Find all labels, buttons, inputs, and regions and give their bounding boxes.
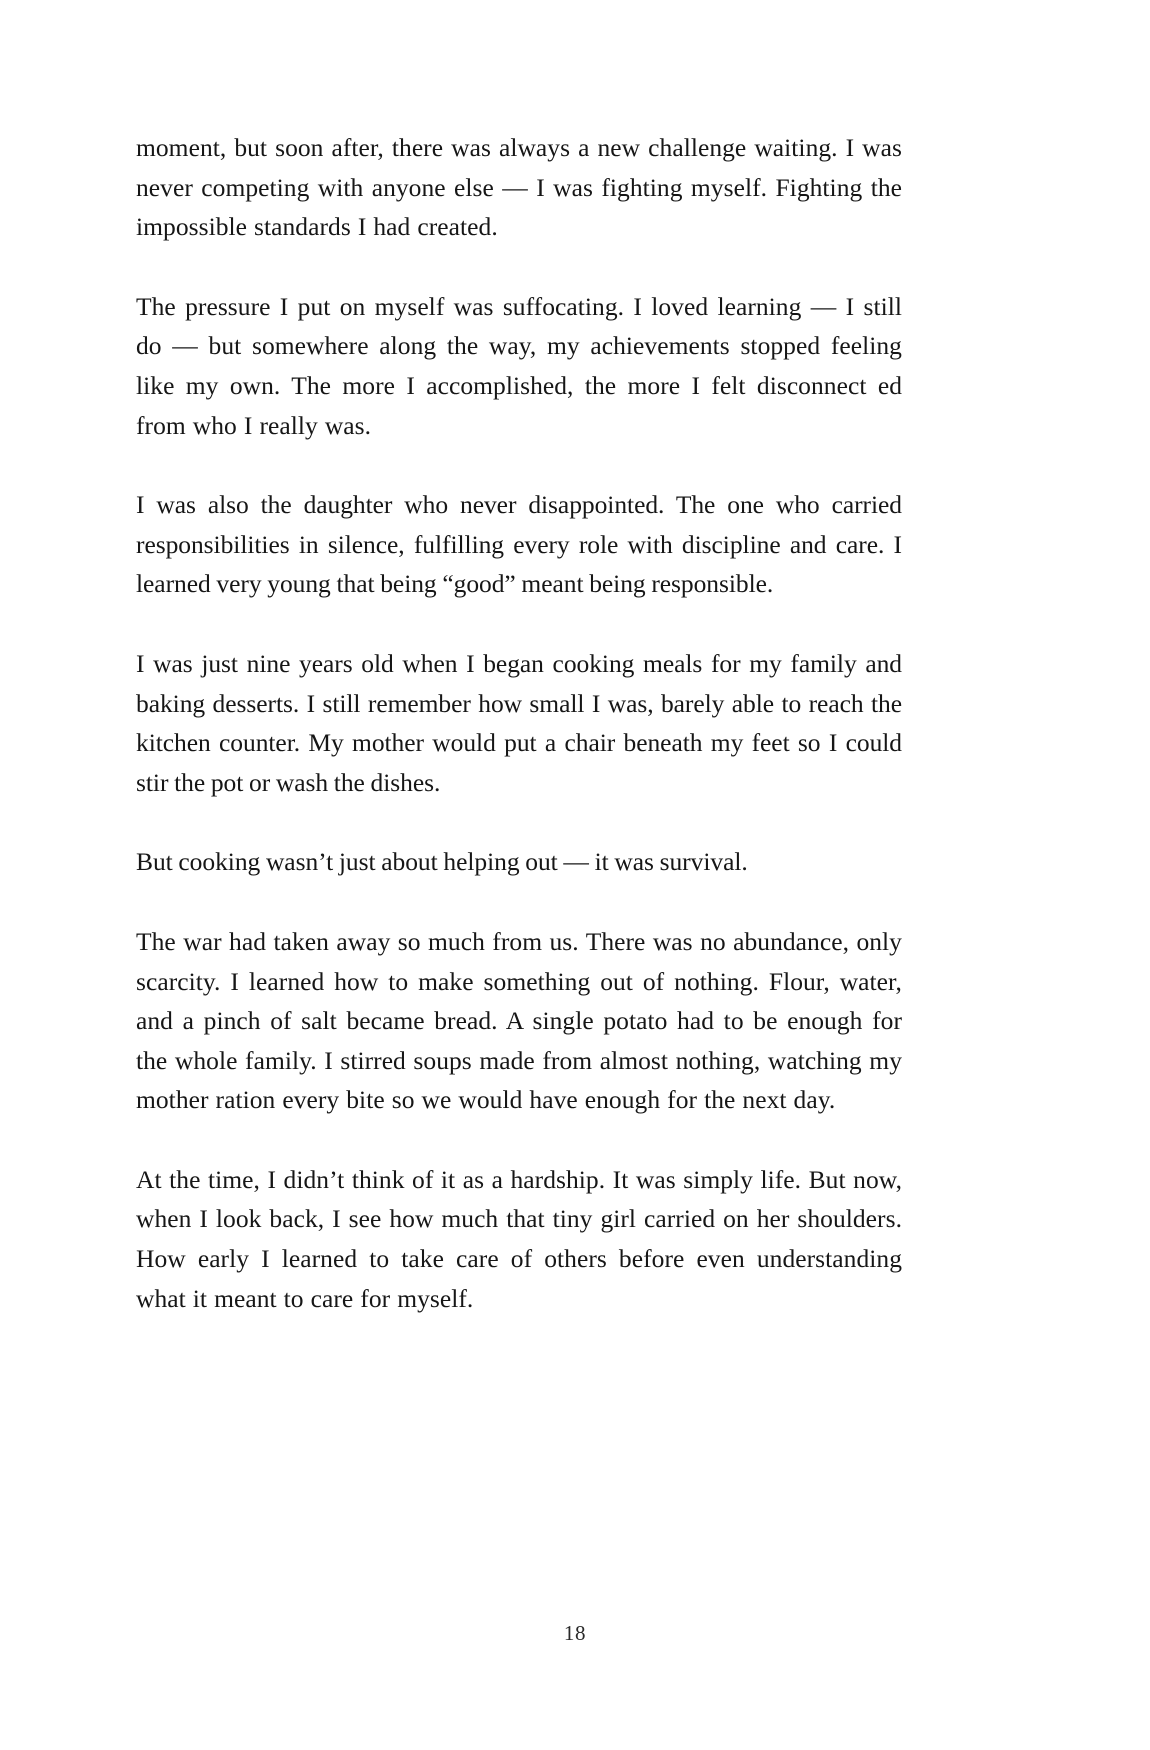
paragraph-war: The war had taken away so much from us. There was no abundance, only scarcity. I learned how to make something out of nothing. Flour, water, and a pinch of salt became bread. A single potato had to be enough for the whole family. I stirred soups made from almost nothing, watching my mother ration every bite so we would have enough for the next day.	[136, 926, 902, 1115]
page-body-text	[136, 128, 902, 1318]
paragraph-pressure: The pressure I put on myself was suffocating. I loved learning — I still do — but somewhere along the way, my achievements stopped feeling like my own. The more I accomplished, the more I felt disconnect ed from who I really was.	[136, 291, 902, 440]
page-number: 18	[563, 1621, 587, 1645]
paragraph-daughter: I was also the daughter who never disappointed. The one who carried responsibilities in silence, fulfilling every role with discipline and care. I learned very young that being “good” meant being responsible.	[136, 490, 902, 599]
paragraph-survival: But cooking wasn’t just about helping out — it was survival.	[136, 847, 748, 877]
paragraph-nine-years-old: I was just nine years old when I began cooking meals for my family and baking desserts. I still remember how small I was, barely able to reach the kitchen counter. My mother would put a chair beneath my feet so I could stir the pot or wash the dishes.	[136, 648, 902, 797]
paragraph-hardship: At the time, I didn’t think of it as a hardship. It was simply life. But now, when I look back, I see how much that tiny girl carried on her shoulders. How early I learned to take care of others before even understanding what it meant to care for myself.	[136, 1164, 902, 1313]
paragraph-continued-challenge: moment, but soon after, there was always a new challenge waiting. I was never competing with anyone else — I was fighting myself. Fighting the impossible standards I had created.	[136, 133, 902, 242]
